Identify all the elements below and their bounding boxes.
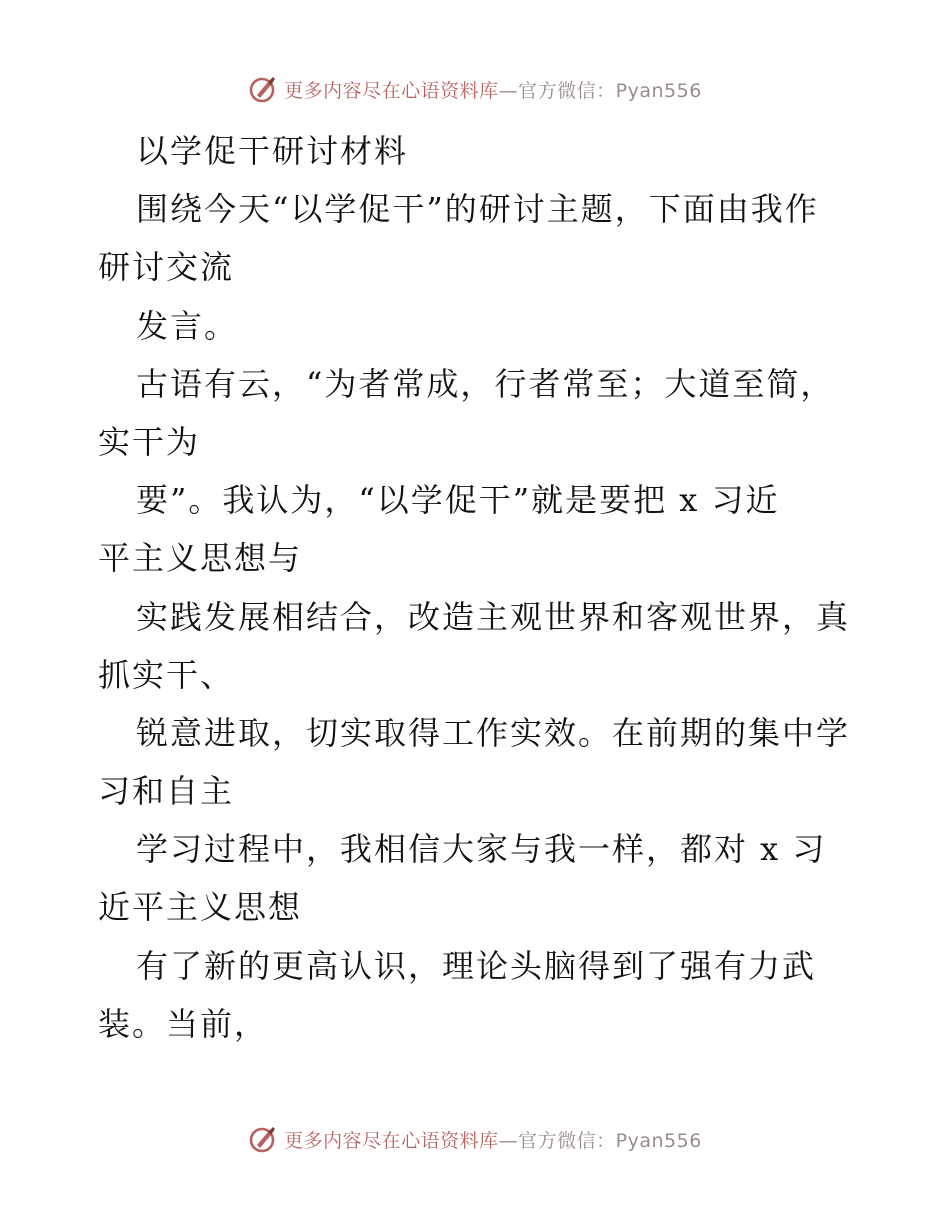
header-watermark [0,74,950,104]
watermark-brand: 更多内容尽在心语资料库 [284,1129,499,1152]
paragraph-line: 习和自主 [98,772,235,811]
paragraph-line: 学习过程中，我相信大家与我一样，都对 x 习 [136,830,827,869]
watermark-brand: 更多内容尽在心语资料库 [284,79,499,102]
paragraph-line: 实践发展相结合，改造主观世界和客观世界，真 [136,597,851,636]
paragraph-line: 实干为 [98,422,201,461]
paragraph-line: 围绕今天“以学促干”的研讨主题，下面由我作 [136,190,819,229]
footer-watermark [0,1124,950,1154]
paragraph-line: 锐意进取，切实取得工作实效。在前期的集中学 [136,713,851,752]
paragraph-line: 研讨交流 [98,248,235,287]
paragraph-line: 装。当前， [98,1004,269,1043]
watermark-text [284,1126,702,1153]
watermark-dash: — [498,1129,519,1152]
pen-logo-icon [248,74,278,104]
paragraph-line: 古语有云，“为者常成，行者常至；大道至简， [136,364,835,403]
watermark-dash: — [498,79,519,102]
paragraph-line: 近平主义思想 [98,888,303,927]
watermark-contact: 官方微信：Pyan556 [518,79,702,102]
doc-title: 以学促干研讨材料 [136,132,409,170]
paragraph-line: 抓实干、 [98,655,235,694]
watermark-contact: 官方微信：Pyan556 [518,1129,702,1152]
pen-logo-icon [248,1124,278,1154]
paragraph-line: 有了新的更高认识，理论头脑得到了强有力武 [136,946,817,985]
paragraph-line: 平主义思想与 [98,539,303,578]
watermark-text [284,76,702,103]
paragraph-line: 发言。 [136,306,239,345]
paragraph-line: 要”。我认为，“以学促干”就是要把 x 习近 [136,481,780,520]
document-body [98,122,858,1053]
